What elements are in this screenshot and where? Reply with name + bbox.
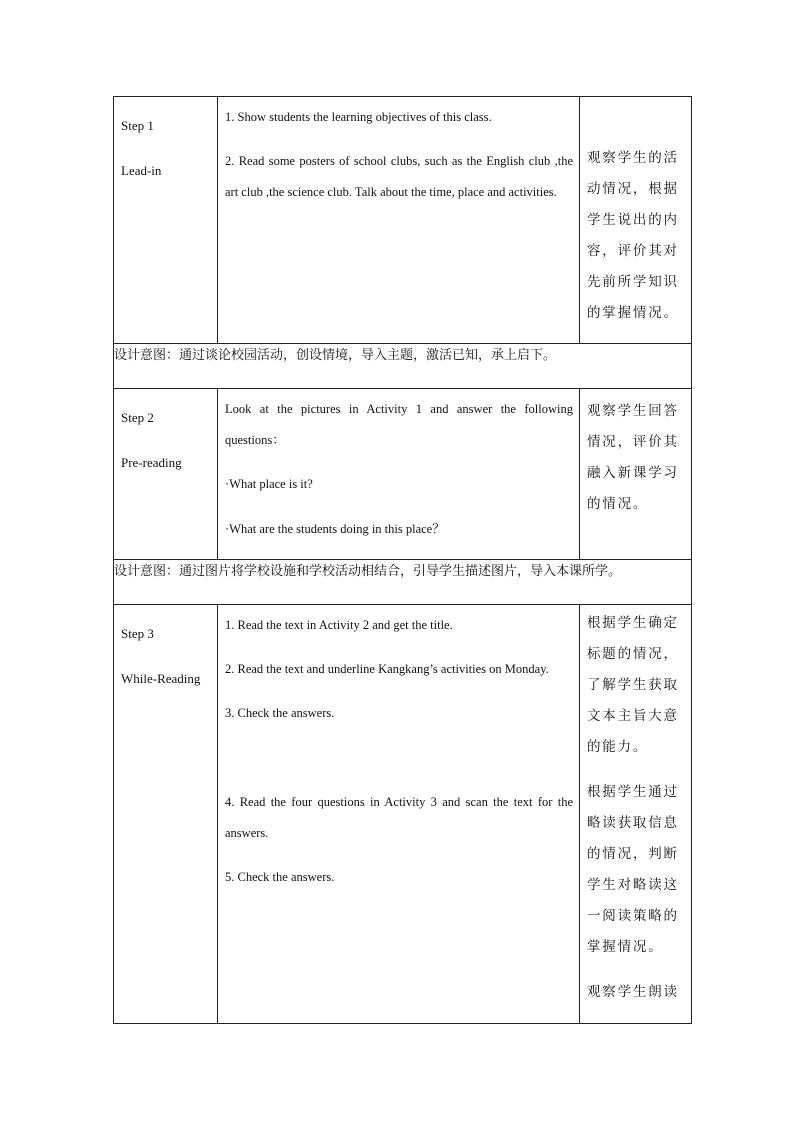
activity-item: Look at the pictures in Activity 1 and answer the following questions：	[225, 402, 573, 447]
step-stage: Lead-in	[121, 163, 162, 178]
evaluation-cell	[580, 97, 692, 344]
activities-cell	[218, 389, 580, 560]
step-stage: Pre-reading	[121, 455, 182, 470]
step-cell	[114, 97, 218, 344]
activities-cell	[218, 605, 580, 1024]
activity-item: 3. Check the answers.	[225, 706, 335, 720]
evaluation-text: 观察学生朗读	[587, 984, 679, 1000]
evaluation-text: 观察学生回答情况，评价其融入新课学习的情况。	[587, 403, 679, 512]
evaluation-cell	[580, 389, 692, 560]
step-number: Step 3	[121, 626, 154, 641]
evaluation-cell	[580, 605, 692, 1024]
design-row	[114, 344, 692, 389]
step-row	[114, 97, 692, 344]
activity-question: ·What are the students doing in this place？	[225, 522, 445, 536]
design-row	[114, 560, 692, 605]
step-cell	[114, 389, 218, 560]
activity-item: 5. Check the answers.	[225, 870, 335, 884]
step-row	[114, 605, 692, 1024]
activity-item: 2. Read the text and underline Kangkang’s activities on Monday.	[225, 662, 549, 676]
activity-item: 2. Read some posters of school clubs, such as the English club ,the art club ,the science club. Talk about the time, place and activities.	[225, 154, 573, 199]
step-number: Step 2	[121, 410, 154, 425]
step-row	[114, 389, 692, 560]
evaluation-text: 观察学生的活动情况，根据学生说出的内容，评价其对先前所学知识的掌握情况。	[587, 150, 679, 321]
evaluation-text: 根据学生通过略读获取信息的情况，判断学生对略读这一阅读策略的掌握情况。	[587, 784, 679, 955]
evaluation-text: 根据学生确定标题的情况，了解学生获取文本主旨大意的能力。	[587, 615, 679, 755]
activities-cell	[218, 97, 580, 344]
design-intent: 设计意图：通过图片将学校设施和学校活动相结合，引导学生描述图片，导入本课所学。	[114, 560, 692, 605]
activity-item: 1. Read the text in Activity 2 and get the title.	[225, 618, 453, 632]
step-stage: While-Reading	[121, 671, 201, 686]
step-cell	[114, 605, 218, 1024]
activity-item: 4. Read the four questions in Activity 3 and scan the text for the answers.	[225, 795, 573, 840]
design-intent: 设计意图：通过谈论校园活动，创设情境，导入主题，激活已知，承上启下。	[114, 344, 692, 389]
activity-item: 1. Show students the learning objectives of this class.	[225, 110, 492, 124]
lesson-plan-table	[113, 96, 692, 1024]
step-number: Step 1	[121, 118, 154, 133]
activity-question: ·What place is it?	[225, 477, 313, 491]
